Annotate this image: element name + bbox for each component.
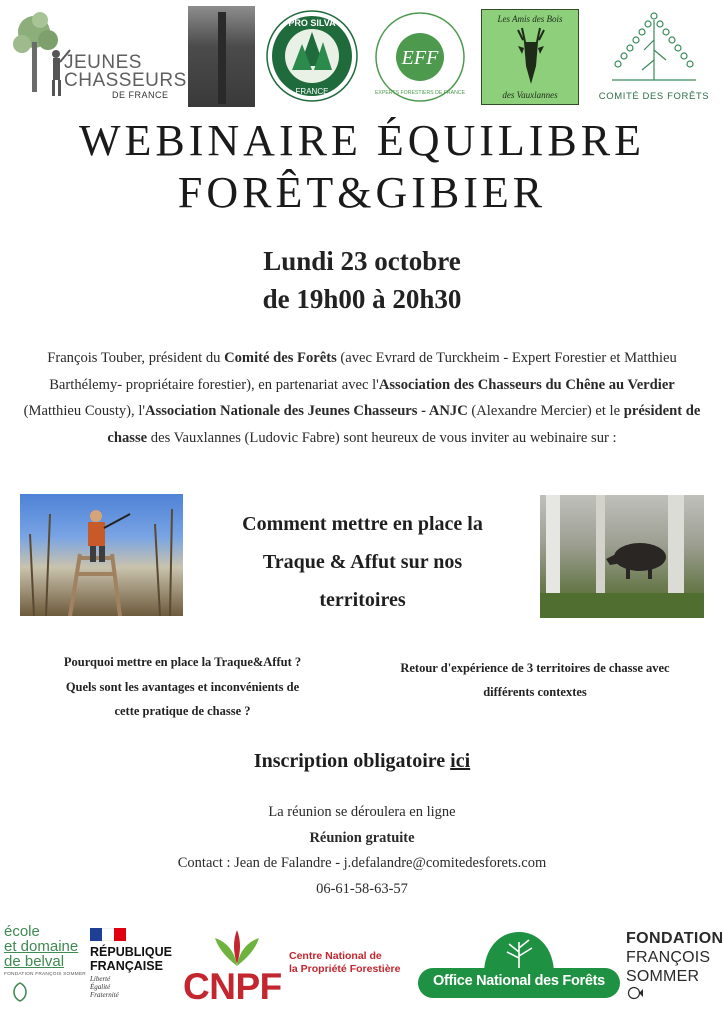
- leaf-icon: [10, 981, 30, 1003]
- fs-line3: [626, 968, 720, 1005]
- webinar-subject: [190, 505, 535, 619]
- intro-text: (Matthieu Cousty), l': [23, 403, 146, 420]
- tree-hunter-icon: [12, 10, 72, 100]
- pro-silva-top: PRO SILVA: [288, 18, 336, 28]
- rf-motto-2: Égalité: [90, 983, 111, 991]
- wild-boar-photo: [540, 495, 704, 618]
- inscription-line: [0, 750, 724, 773]
- dotted-tree-icon: [604, 10, 704, 84]
- logo-jc-line1: JEUNES: [64, 52, 142, 73]
- info-online: La réunion se déroulera en ligne: [268, 804, 456, 820]
- questions-left: [20, 650, 345, 724]
- intro-bold-association: Association des Chasseurs du Chêne au Verdier: [378, 376, 675, 393]
- logo-jeunes-chasseurs: [12, 10, 187, 105]
- intro-text: des Vauxlannes (Ludovic Fabre) sont heureux de vous inviter au webinaire sur :: [147, 429, 617, 446]
- belval-line1: école: [4, 923, 40, 940]
- logo-experts-forestiers: [375, 12, 465, 102]
- intro-bold-anjc: Association Nationale des Jeunes Chasseurs - ANJC: [145, 403, 468, 420]
- rf-name-line2: FRANÇAISE: [90, 959, 163, 973]
- comite-label: COMITÉ DES FORÊTS: [598, 91, 710, 102]
- inscription-link[interactable]: ici: [450, 750, 471, 772]
- fs-line2: FRANÇOIS: [626, 949, 711, 966]
- rf-motto-1: Liberté: [90, 975, 111, 983]
- amis-bottom-text: des Vauxlannes: [502, 90, 558, 100]
- logo-pro-silva: [266, 10, 358, 102]
- webinar-subject-line2: Traque & Affut sur nos: [262, 551, 463, 573]
- logo-onf: [416, 930, 622, 1022]
- pro-silva-bottom: FRANCE: [295, 87, 329, 96]
- question-line: Quels sont les avantages et inconvénients de: [65, 679, 300, 694]
- tree-trunk-photo: [188, 6, 255, 107]
- logo-cnpf: [183, 928, 418, 1018]
- rf-name-line1: RÉPUBLIQUE: [90, 945, 172, 959]
- logo-jc-line2: CHASSEURS: [64, 70, 187, 91]
- experience-line: différents contextes: [483, 685, 587, 699]
- deer-head-icon: [508, 26, 554, 88]
- event-date: [0, 242, 724, 318]
- fs-line1: FONDATION: [626, 930, 724, 947]
- experience-line: Retour d'expérience de 3 territoires de chasse avec: [400, 661, 670, 675]
- webinar-subject-line3: territoires: [319, 589, 406, 611]
- logo-comite-des-forets: [590, 10, 718, 106]
- event-date-time: de 19h00 à 20h30: [262, 284, 462, 314]
- info-contact: Contact : Jean de Falandre - j.defalandre@comitedesforets.com: [177, 855, 547, 871]
- inscription-text: Inscription obligatoire: [253, 750, 451, 772]
- questions-right: [355, 656, 715, 704]
- experts-text: EXPERTS FORESTIERS DE FRANCE: [375, 90, 465, 96]
- amis-top-text: Les Amis des Bois: [497, 14, 563, 24]
- question-line: Pourquoi mettre en place la Traque&Affut ?: [63, 655, 302, 669]
- main-title-line1: WEBINAIRE ÉQUILIBRE: [78, 116, 645, 165]
- cnpf-word: CNPF: [183, 966, 282, 1007]
- intro-paragraph: [22, 345, 702, 451]
- question-line: cette pratique de chasse ?: [114, 704, 251, 718]
- logo-ecole-belval: [4, 924, 86, 1020]
- rf-motto: [90, 975, 180, 999]
- logo-jc-line3: DE FRANCE: [112, 90, 169, 100]
- cnpf-line1: Centre National de: [289, 950, 382, 962]
- onf-text: Office National des Forêts: [433, 973, 605, 989]
- french-flag-icon: [90, 928, 126, 941]
- logo-amis-des-bois: [481, 9, 579, 105]
- cnpf-line2: la Propriété Forestière: [289, 963, 401, 975]
- intro-text: (avec Evrard de Turckheim - Expert Forestier et Matthieu Barthélemy- propriétaire forestier), en partenariat avec l': [49, 350, 677, 393]
- event-date-day: Lundi 23 octobre: [263, 246, 461, 276]
- intro-text: (Alexandre Mercier) et le: [467, 403, 624, 420]
- rf-name: [90, 945, 180, 973]
- leaves-icon: [207, 928, 267, 968]
- intro-bold-comite: Comité des Forêts: [224, 350, 337, 366]
- intro-bold-president: président de chasse: [107, 403, 701, 446]
- info-phone: 06-61-58-63-57: [316, 880, 408, 897]
- rf-motto-3: Fraternité: [90, 991, 119, 999]
- webinar-subject-line1: Comment mettre en place la: [242, 513, 483, 535]
- logo-republique-francaise: [90, 928, 180, 1018]
- logo-fondation-sommer: [626, 930, 724, 1020]
- belval-foot: FONDATION FRANÇOIS SOMMER: [4, 972, 86, 977]
- hunter-photo: [20, 494, 183, 616]
- belval-line3: de belval: [4, 953, 65, 970]
- experts-monogram: EFF: [401, 47, 439, 69]
- info-free: Réunion gratuite: [309, 829, 415, 846]
- practical-info: [0, 800, 724, 902]
- fs-line3-text: SOMMER: [626, 968, 700, 985]
- belval-line2: et domaine: [4, 938, 79, 955]
- hunting-horn-icon: [626, 986, 644, 1000]
- intro-text: François Touber, président du: [47, 350, 225, 366]
- main-title-line2: FORÊT&GIBIER: [177, 168, 547, 217]
